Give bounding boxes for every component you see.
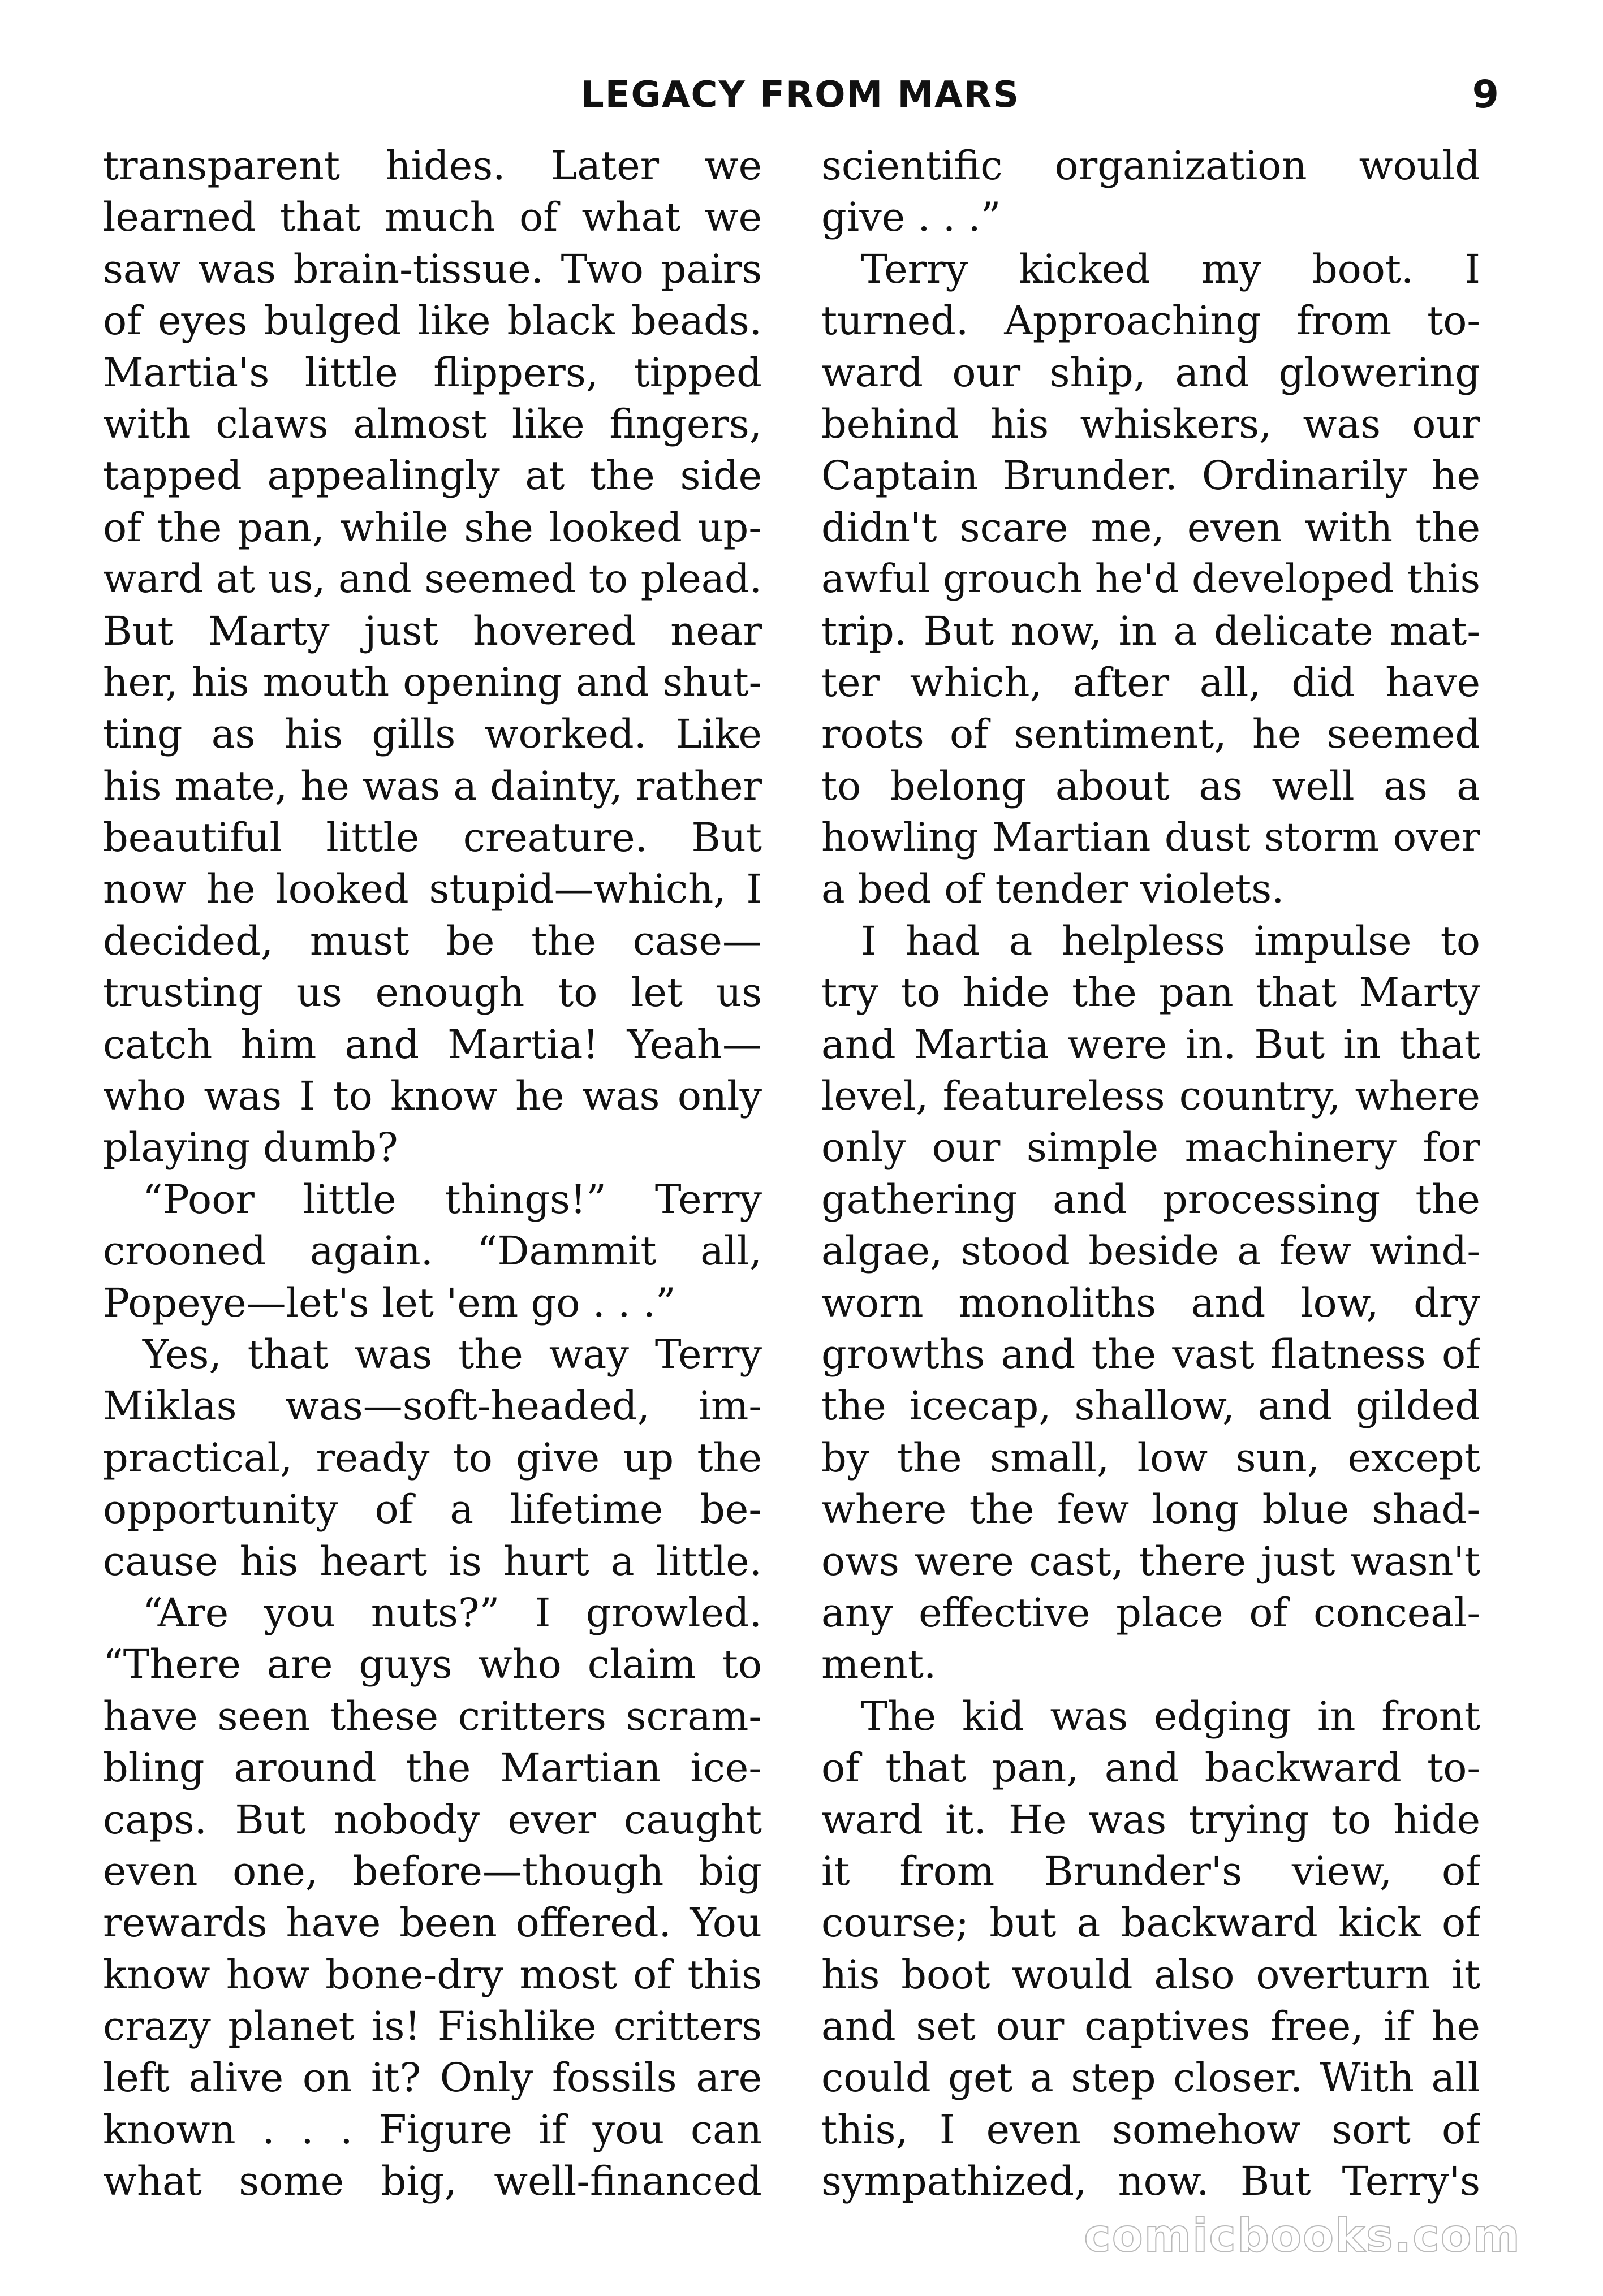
text-line: his boot would also overturn it — [821, 1951, 1480, 1998]
text-line: beautiful little creature. But — [103, 814, 762, 861]
text-line: of the pan, while she looked up- — [103, 504, 762, 551]
text-line: rewards have been offered. You — [103, 1900, 762, 1947]
text-line: try to hide the pan that Marty — [821, 969, 1480, 1016]
text-line: of eyes bulged like black beads. — [103, 297, 762, 344]
text-line: howling Martian dust storm over — [821, 815, 1480, 861]
text-line: caps. But nobody ever caught — [103, 1796, 762, 1843]
text-line: have seen these critters scram- — [103, 1693, 762, 1740]
text-line: ward our ship, and glowering — [821, 349, 1480, 396]
text-line: growths and the vast flatness of — [821, 1331, 1480, 1378]
text-line: by the small, low sun, except — [821, 1434, 1480, 1481]
text-line: ward at us, and seemed to plead. — [103, 556, 762, 602]
text-line: saw was brain-tissue. Two pairs — [103, 245, 762, 292]
text-line: what some big, well-financed — [103, 2158, 762, 2205]
text-line: known . . . Figure if you can — [103, 2106, 762, 2153]
text-line: awful grouch he'd developed this — [821, 556, 1480, 602]
text-line: The kid was edging in front — [861, 1693, 1480, 1740]
text-line: of that pan, and backward to- — [821, 1745, 1480, 1792]
text-line: ward it. He was trying to hide — [821, 1796, 1480, 1843]
text-line: Terry kicked my boot. I — [861, 245, 1480, 292]
running-header — [102, 67, 1499, 123]
text-line: sympathized, now. But Terry's — [821, 2158, 1480, 2205]
text-line: any effective place of conceal- — [821, 1589, 1480, 1636]
text-column-left — [103, 140, 762, 2208]
text-line: know how bone-dry most of this — [103, 1951, 762, 1998]
text-line: ment. — [821, 1641, 937, 1688]
text-line: ter which, after all, did have — [821, 659, 1480, 706]
text-line: it from Brunder's view, of — [821, 1848, 1480, 1894]
text-line: decided, must be the case— — [103, 917, 762, 964]
text-line: gathering and processing the — [821, 1176, 1480, 1223]
text-line: trusting us enough to let us — [103, 969, 762, 1016]
text-line: “There are guys who claim to — [103, 1641, 762, 1688]
text-line: playing dumb? — [103, 1124, 398, 1171]
text-line: I had a helpless impulse to — [861, 917, 1480, 964]
text-line: a bed of tender violets. — [821, 866, 1285, 913]
text-line: opportunity of a lifetime be- — [103, 1486, 762, 1533]
text-line: trip. But now, in a delicate mat- — [821, 607, 1480, 654]
text-line: Martia's little flippers, tipped — [103, 349, 762, 396]
text-line: her, his mouth opening and shut- — [103, 659, 762, 705]
text-line: where the few long blue shad- — [821, 1486, 1480, 1533]
text-line: tapped appealingly at the side — [103, 452, 762, 499]
text-line: could get a step closer. With all — [821, 2055, 1480, 2101]
text-line: give . . .” — [821, 194, 1001, 241]
text-line: But Marty just hovered near — [103, 607, 762, 654]
text-line: and Martia were in. But in that — [821, 1021, 1480, 1068]
text-line: the icecap, shallow, and gilded — [821, 1383, 1480, 1430]
text-line: turned. Approaching from to- — [821, 297, 1480, 344]
text-line: scientific organization would — [821, 143, 1480, 189]
text-line: ows were cast, there just wasn't — [821, 1538, 1480, 1585]
text-line: ting as his gills worked. Like — [103, 711, 762, 758]
text-line: transparent hides. Later we — [103, 143, 762, 189]
text-line: crooned again. “Dammit all, — [103, 1228, 762, 1275]
text-line: worn monoliths and low, dry — [821, 1279, 1480, 1326]
text-line: this, I even somehow sort of — [821, 2106, 1480, 2153]
text-line: algae, stood beside a few wind- — [821, 1228, 1480, 1275]
text-line: his mate, he was a dainty, rather — [103, 762, 762, 809]
text-line: learned that much of what we — [103, 194, 762, 241]
text-line: to belong about as well as a — [821, 762, 1480, 809]
text-line: Captain Brunder. Ordinarily he — [821, 452, 1480, 499]
text-column-right — [821, 140, 1480, 2208]
text-line: bling around the Martian ice- — [103, 1745, 762, 1792]
text-line: cause his heart is hurt a little. — [103, 1538, 762, 1585]
text-line: didn't scare me, even with the — [821, 504, 1480, 551]
running-title: LEGACY FROM MARS — [580, 74, 1020, 116]
site-watermark: comicbooks.com — [1084, 2209, 1521, 2262]
text-line: behind his whiskers, was our — [821, 400, 1480, 447]
text-line: level, featureless country, where — [821, 1073, 1480, 1120]
text-line: only our simple machinery for — [821, 1124, 1480, 1171]
text-line: with claws almost like fingers, — [103, 400, 762, 447]
text-line: practical, ready to give up the — [103, 1434, 762, 1481]
text-line: left alive on it? Only fossils are — [103, 2055, 762, 2101]
text-line: roots of sentiment, he seemed — [821, 711, 1480, 758]
text-line: now he looked stupid—which, I — [103, 866, 762, 913]
text-line: even one, before—though big — [103, 1848, 762, 1894]
text-line: catch him and Martia! Yeah— — [103, 1021, 762, 1068]
text-line: Miklas was—soft-headed, im- — [103, 1383, 762, 1430]
text-line: who was I to know he was only — [103, 1073, 762, 1120]
text-line: “Poor little things!” Terry — [143, 1176, 762, 1223]
text-line: Popeye—let's let 'em go . . .” — [103, 1279, 676, 1326]
text-line: course; but a backward kick of — [821, 1900, 1480, 1947]
page-number: 9 — [1472, 72, 1499, 117]
text-line: “Are you nuts?” I growled. — [143, 1589, 762, 1636]
text-line: Yes, that was the way Terry — [143, 1331, 762, 1378]
text-line: and set our captives free, if he — [821, 2003, 1480, 2050]
text-line: crazy planet is! Fishlike critters — [103, 2003, 762, 2050]
